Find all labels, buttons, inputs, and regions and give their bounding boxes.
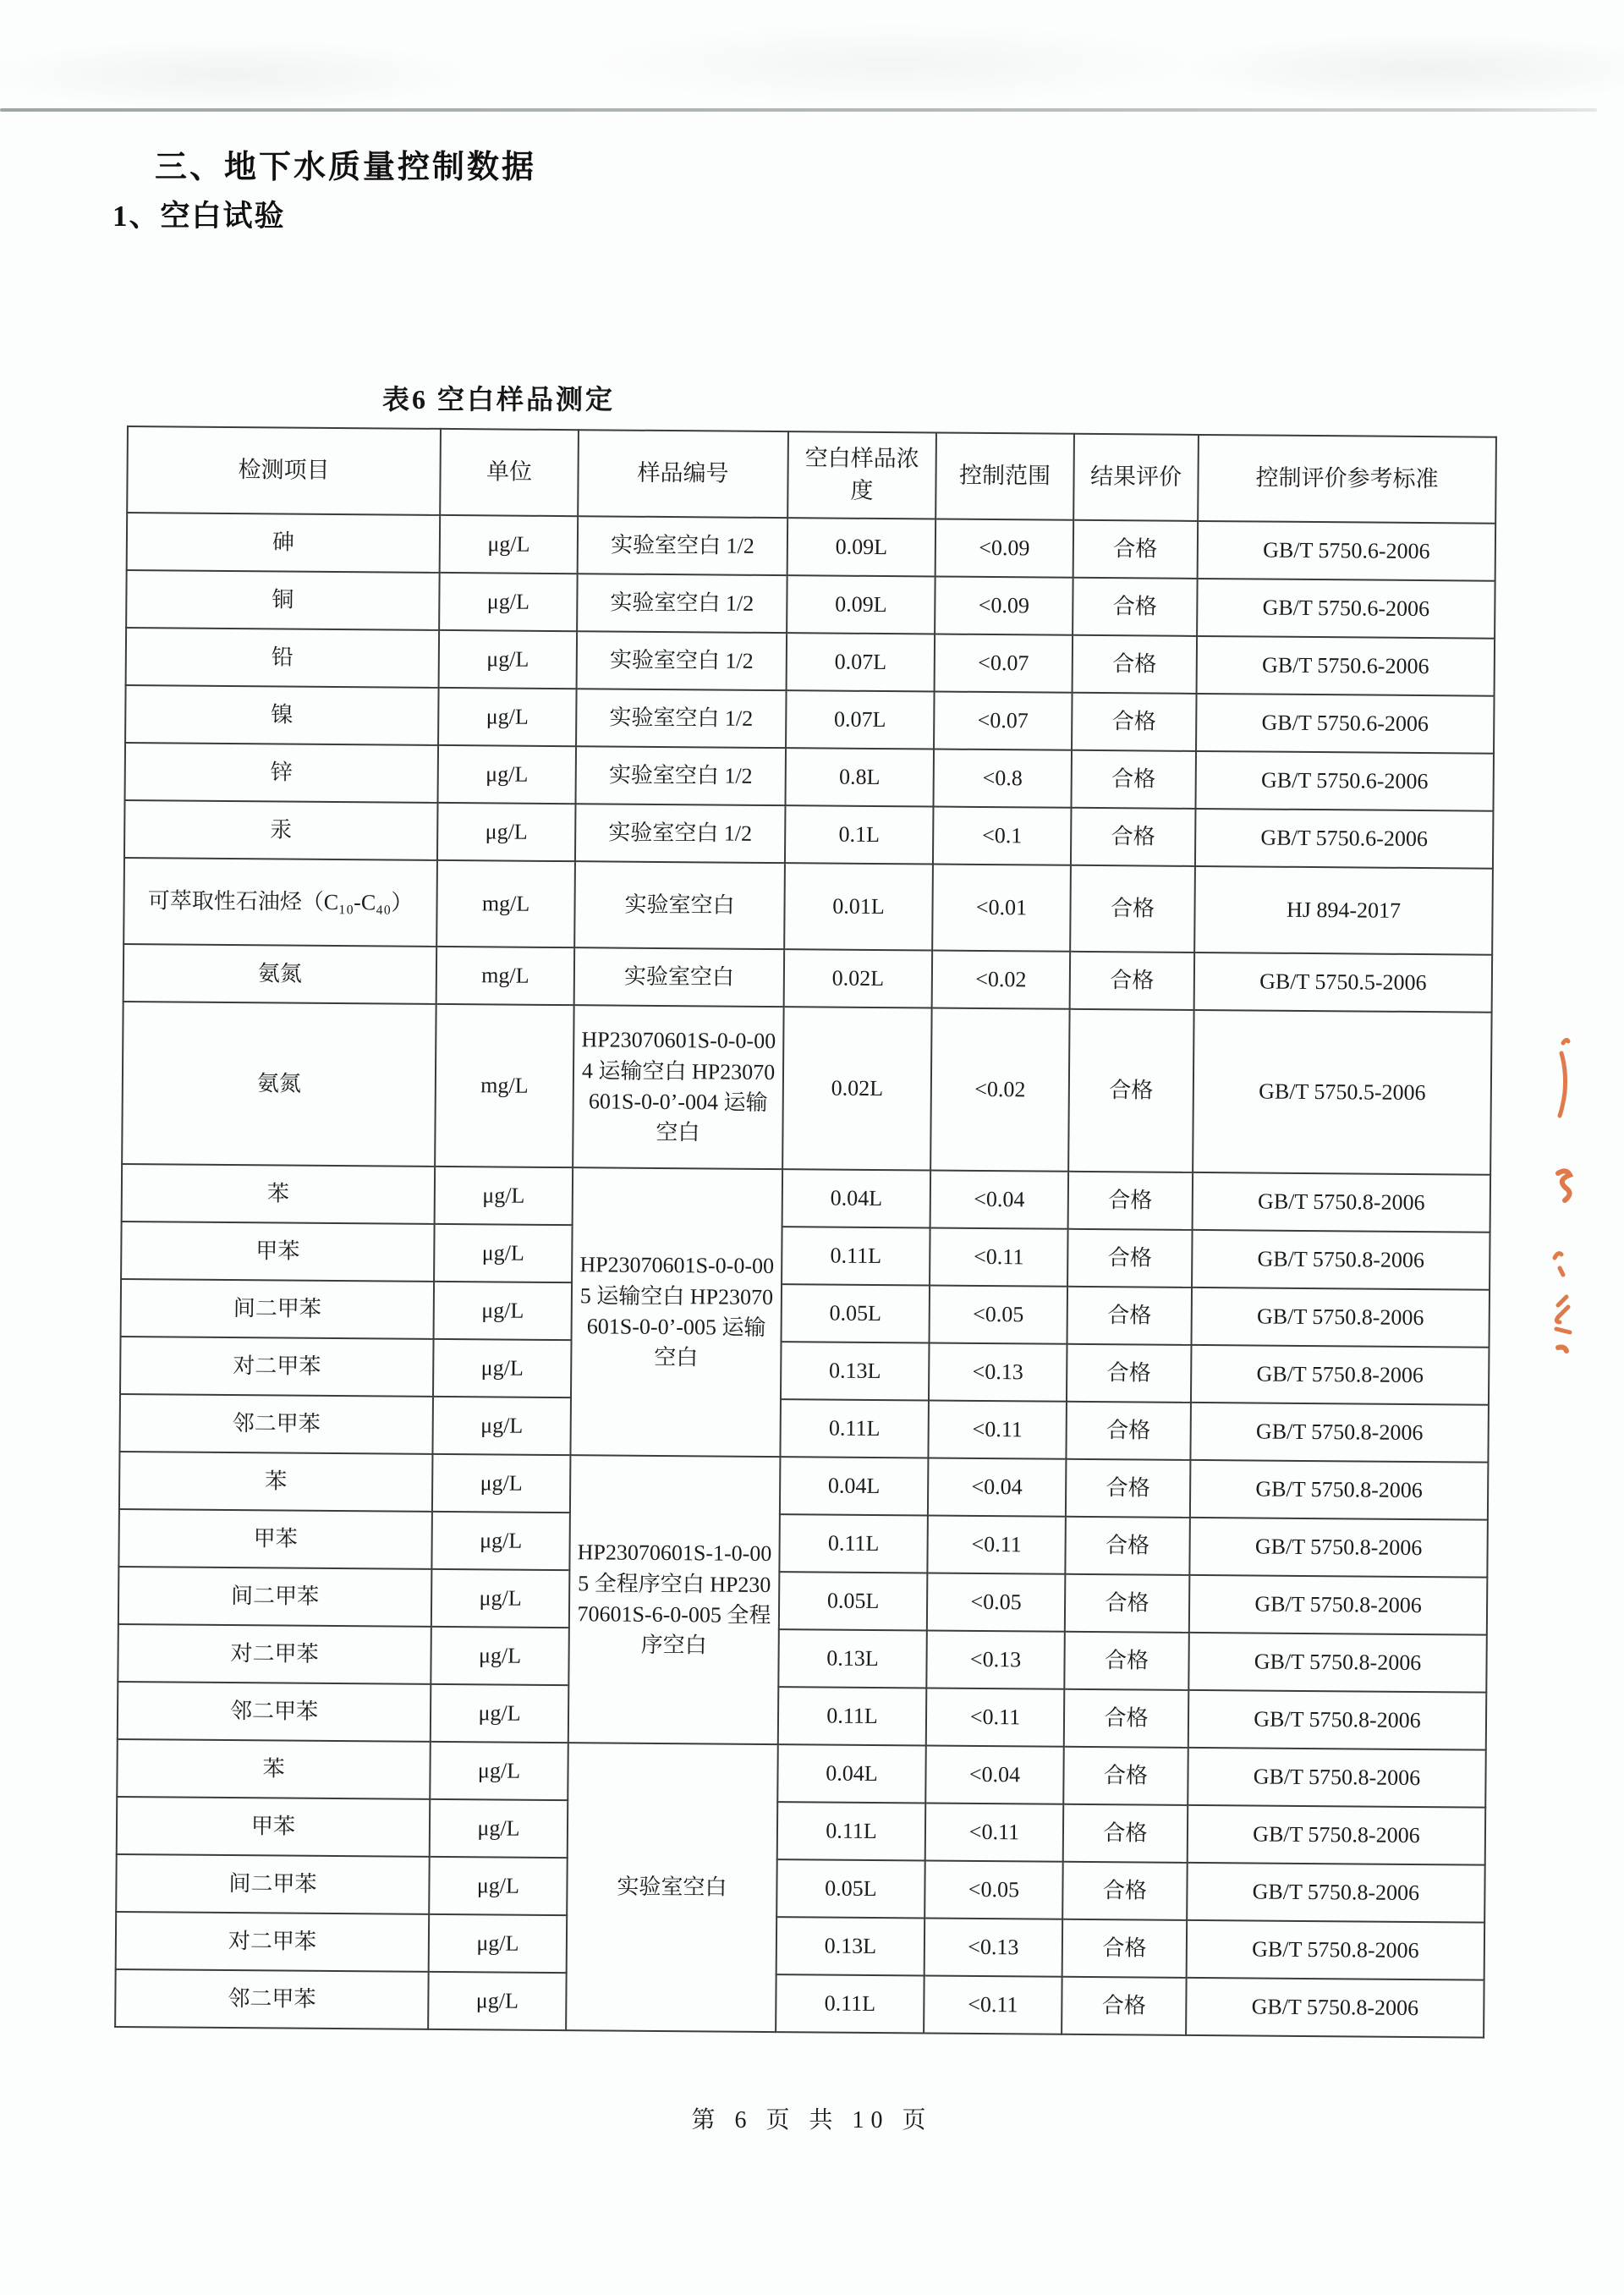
cell-test-item: 邻二甲苯 bbox=[115, 1969, 429, 2029]
cell-blank-concentration: 0.11L bbox=[780, 1399, 929, 1458]
cell-unit: μg/L bbox=[431, 1569, 570, 1628]
cell-blank-concentration: 0.11L bbox=[782, 1227, 930, 1285]
cell-result-evaluation: 合格 bbox=[1067, 1344, 1192, 1403]
cell-sample-id: 实验室空白 1/2 bbox=[578, 516, 788, 575]
col-header-unit: 单位 bbox=[440, 429, 579, 516]
cell-blank-concentration: 0.1L bbox=[785, 805, 934, 864]
cell-test-item: 汞 bbox=[124, 800, 438, 860]
top-horizontal-rule bbox=[0, 108, 1597, 112]
cell-unit: μg/L bbox=[431, 1627, 569, 1685]
cell-control-range: <0.01 bbox=[932, 865, 1071, 952]
cell-test-item: 可萃取性石油烃（C₁₀-C₄₀） bbox=[123, 858, 437, 947]
cell-blank-concentration: 0.02L bbox=[782, 1007, 932, 1170]
cell-test-item: 邻二甲苯 bbox=[119, 1394, 433, 1454]
cell-reference-standard: GB/T 5750.8-2006 bbox=[1187, 1920, 1485, 1980]
cell-blank-concentration: 0.09L bbox=[787, 518, 936, 576]
cell-test-item: 间二甲苯 bbox=[121, 1279, 435, 1339]
table-row bbox=[115, 1969, 1484, 2038]
cell-control-range: <0.05 bbox=[927, 1573, 1066, 1631]
cell-blank-concentration: 0.04L bbox=[777, 1744, 926, 1803]
table-row bbox=[121, 1279, 1490, 1348]
cell-reference-standard: GB/T 5750.6-2006 bbox=[1195, 809, 1494, 869]
table-row bbox=[123, 944, 1492, 1013]
cell-control-range: <0.07 bbox=[935, 634, 1073, 693]
cell-result-evaluation: 合格 bbox=[1068, 1009, 1194, 1172]
cell-blank-concentration: 0.11L bbox=[778, 1687, 927, 1745]
cell-result-evaluation: 合格 bbox=[1066, 1459, 1191, 1518]
col-header-control-range: 控制范围 bbox=[935, 433, 1074, 520]
table-row bbox=[116, 1912, 1484, 1980]
cell-blank-concentration: 0.13L bbox=[781, 1342, 930, 1400]
cell-blank-concentration: 0.05L bbox=[782, 1284, 930, 1342]
cell-control-range: <0.11 bbox=[925, 1803, 1064, 1861]
cell-control-range: <0.05 bbox=[924, 1860, 1063, 1919]
cell-control-range: <0.13 bbox=[926, 1630, 1065, 1688]
cell-result-evaluation: 合格 bbox=[1070, 865, 1195, 953]
cell-unit: mg/L bbox=[435, 1004, 574, 1167]
cell-blank-concentration: 0.05L bbox=[779, 1572, 928, 1630]
cell-control-range: <0.09 bbox=[935, 577, 1073, 635]
cell-reference-standard: GB/T 5750.8-2006 bbox=[1188, 1690, 1487, 1750]
cell-unit: μg/L bbox=[437, 803, 576, 861]
cell-result-evaluation: 合格 bbox=[1073, 578, 1198, 636]
table-row bbox=[121, 1222, 1490, 1290]
cell-control-range: <0.07 bbox=[934, 692, 1073, 750]
cell-test-item: 锌 bbox=[125, 743, 439, 803]
orange-ink-marks bbox=[1538, 1028, 1578, 1366]
blank-test-table-wrapper bbox=[114, 426, 1497, 2039]
cell-reference-standard: GB/T 5750.8-2006 bbox=[1189, 1518, 1488, 1578]
cell-sample-id: 实验室空白 1/2 bbox=[575, 804, 786, 863]
table-row bbox=[118, 1682, 1486, 1750]
cell-result-evaluation: 合格 bbox=[1072, 693, 1197, 751]
cell-unit: μg/L bbox=[435, 1167, 573, 1225]
cell-reference-standard: GB/T 5750.8-2006 bbox=[1188, 1805, 1486, 1865]
cell-control-range: <0.02 bbox=[932, 950, 1071, 1008]
table-row bbox=[118, 1624, 1486, 1693]
cell-result-evaluation: 合格 bbox=[1067, 1229, 1193, 1288]
col-header-item: 检测项目 bbox=[127, 426, 441, 515]
cell-control-range: <0.11 bbox=[926, 1688, 1065, 1746]
cell-control-range: <0.05 bbox=[930, 1285, 1068, 1343]
cell-unit: μg/L bbox=[431, 1512, 570, 1570]
cell-unit: μg/L bbox=[438, 745, 577, 804]
cell-result-evaluation: 合格 bbox=[1071, 808, 1196, 866]
table-row bbox=[116, 1854, 1484, 1923]
cell-reference-standard: GB/T 5750.6-2006 bbox=[1197, 579, 1495, 639]
cell-result-evaluation: 合格 bbox=[1068, 1172, 1193, 1230]
cell-reference-standard: GB/T 5750.8-2006 bbox=[1187, 1863, 1485, 1923]
cell-unit: μg/L bbox=[429, 1914, 568, 1973]
cell-result-evaluation: 合格 bbox=[1064, 1689, 1189, 1748]
cell-unit: μg/L bbox=[431, 1684, 569, 1743]
cell-test-item: 间二甲苯 bbox=[116, 1854, 430, 1914]
scan-haze-artifact bbox=[0, 0, 1624, 107]
cell-sample-id: HP23070601S-0-0-004 运输空白 HP23070601S-0-0’-004 运输空白 bbox=[573, 1005, 784, 1169]
cell-control-range: <0.13 bbox=[929, 1342, 1067, 1401]
cell-control-range: <0.11 bbox=[928, 1400, 1067, 1458]
cell-unit: μg/L bbox=[439, 573, 578, 631]
cell-blank-concentration: 0.02L bbox=[784, 949, 933, 1007]
cell-test-item: 氨氮 bbox=[122, 1002, 436, 1167]
cell-blank-concentration: 0.11L bbox=[777, 1802, 926, 1860]
cell-reference-standard: GB/T 5750.6-2006 bbox=[1196, 694, 1495, 754]
cell-control-range: <0.13 bbox=[924, 1918, 1063, 1976]
cell-result-evaluation: 合格 bbox=[1062, 1919, 1188, 1978]
cell-reference-standard: GB/T 5750.8-2006 bbox=[1193, 1172, 1491, 1233]
cell-reference-standard: GB/T 5750.8-2006 bbox=[1189, 1575, 1488, 1635]
table-row bbox=[117, 1797, 1485, 1865]
cell-unit: μg/L bbox=[434, 1282, 573, 1340]
cell-control-range: <0.1 bbox=[933, 807, 1072, 865]
cell-sample-id: 实验室空白 bbox=[574, 861, 785, 949]
cell-sample-id: HP23070601S-1-0-005 全程序空白 HP23070601S-6-0-005 全程序空白 bbox=[568, 1455, 781, 1744]
cell-unit: μg/L bbox=[434, 1224, 573, 1282]
table-row bbox=[119, 1452, 1488, 1520]
cell-test-item: 苯 bbox=[119, 1452, 433, 1512]
cell-result-evaluation: 合格 bbox=[1065, 1574, 1190, 1633]
cell-unit: mg/L bbox=[436, 947, 575, 1005]
cell-blank-concentration: 0.04L bbox=[782, 1169, 931, 1227]
cell-control-range: <0.04 bbox=[930, 1170, 1069, 1228]
table-row bbox=[125, 743, 1494, 811]
cell-blank-concentration: 0.11L bbox=[779, 1514, 928, 1573]
cell-control-range: <0.09 bbox=[935, 519, 1074, 578]
table-row bbox=[124, 800, 1493, 869]
table-header-row bbox=[127, 426, 1496, 524]
cell-sample-id: HP23070601S-0-0-005 运输空白 HP23070601S-0-0’-005 运输空白 bbox=[570, 1167, 782, 1457]
cell-reference-standard: GB/T 5750.8-2006 bbox=[1188, 1748, 1486, 1808]
cell-sample-id: 实验室空白 1/2 bbox=[577, 574, 787, 633]
blank-test-table bbox=[114, 426, 1497, 2039]
cell-sample-id: 实验室空白 1/2 bbox=[576, 746, 787, 805]
cell-test-item: 对二甲苯 bbox=[116, 1912, 430, 1972]
table-row bbox=[118, 1567, 1487, 1635]
cell-blank-concentration: 0.07L bbox=[786, 690, 935, 749]
cell-reference-standard: GB/T 5750.8-2006 bbox=[1192, 1288, 1490, 1348]
cell-blank-concentration: 0.13L bbox=[776, 1917, 925, 1975]
cell-test-item: 对二甲苯 bbox=[120, 1337, 434, 1397]
cell-result-evaluation: 合格 bbox=[1067, 1287, 1193, 1345]
cell-test-item: 铜 bbox=[126, 570, 440, 630]
col-header-blank-concentration: 空白样品浓度 bbox=[787, 431, 936, 519]
cell-unit: μg/L bbox=[429, 1857, 568, 1915]
cell-unit: μg/L bbox=[433, 1339, 572, 1397]
cell-reference-standard: GB/T 5750.5-2006 bbox=[1193, 1010, 1491, 1175]
table-row bbox=[123, 858, 1493, 955]
cell-reference-standard: GB/T 5750.8-2006 bbox=[1190, 1460, 1489, 1520]
col-header-reference-standard: 控制评价参考标准 bbox=[1198, 435, 1496, 524]
cell-blank-concentration: 0.01L bbox=[784, 863, 933, 950]
cell-reference-standard: GB/T 5750.8-2006 bbox=[1191, 1345, 1490, 1405]
table-row bbox=[126, 570, 1495, 639]
cell-control-range: <0.04 bbox=[928, 1458, 1067, 1516]
cell-reference-standard: GB/T 5750.8-2006 bbox=[1186, 1978, 1484, 2038]
cell-result-evaluation: 合格 bbox=[1063, 1804, 1188, 1863]
cell-control-range: <0.8 bbox=[933, 749, 1072, 808]
table-row bbox=[126, 628, 1495, 696]
cell-control-range: <0.11 bbox=[924, 1975, 1062, 2034]
cell-sample-id: 实验室空白 1/2 bbox=[576, 689, 787, 748]
cell-sample-id: 实验室空白 bbox=[574, 947, 785, 1007]
cell-sample-id: 实验室空白 bbox=[566, 1743, 778, 2032]
cell-reference-standard: GB/T 5750.8-2006 bbox=[1190, 1403, 1489, 1463]
cell-result-evaluation: 合格 bbox=[1065, 1517, 1190, 1575]
cell-unit: μg/L bbox=[430, 1742, 568, 1800]
cell-test-item: 镍 bbox=[125, 685, 439, 745]
cell-test-item: 对二甲苯 bbox=[118, 1624, 431, 1684]
cell-unit: μg/L bbox=[432, 1454, 571, 1513]
table-row bbox=[127, 513, 1495, 581]
cell-result-evaluation: 合格 bbox=[1066, 1402, 1191, 1460]
cell-result-evaluation: 合格 bbox=[1070, 952, 1195, 1010]
section-heading: 三、地下水质量控制数据 bbox=[155, 150, 537, 185]
cell-test-item: 甲苯 bbox=[121, 1222, 435, 1282]
cell-blank-concentration: 0.05L bbox=[776, 1859, 925, 1918]
cell-control-range: <0.02 bbox=[930, 1007, 1070, 1171]
cell-blank-concentration: 0.8L bbox=[785, 748, 934, 806]
table-row bbox=[118, 1509, 1487, 1578]
table-row bbox=[122, 1002, 1491, 1175]
cell-blank-concentration: 0.07L bbox=[787, 633, 935, 691]
table-caption: 表6 空白样品测定 bbox=[382, 384, 616, 415]
cell-blank-concentration: 0.13L bbox=[778, 1629, 927, 1688]
page-footer: 第 6 页 共 10 页 bbox=[691, 2107, 933, 2133]
table-row bbox=[119, 1394, 1488, 1463]
col-header-result-evaluation: 结果评价 bbox=[1073, 434, 1199, 521]
cell-reference-standard: GB/T 5750.8-2006 bbox=[1188, 1633, 1487, 1693]
cell-test-item: 苯 bbox=[122, 1164, 436, 1224]
table-row bbox=[117, 1739, 1485, 1808]
cell-unit: μg/L bbox=[439, 630, 578, 689]
cell-blank-concentration: 0.09L bbox=[787, 575, 935, 634]
cell-reference-standard: GB/T 5750.6-2006 bbox=[1195, 751, 1494, 811]
table-row bbox=[122, 1164, 1490, 1233]
cell-result-evaluation: 合格 bbox=[1062, 1977, 1187, 2035]
cell-test-item: 甲苯 bbox=[118, 1509, 432, 1569]
cell-test-item: 氨氮 bbox=[123, 944, 437, 1004]
table-row bbox=[120, 1337, 1489, 1405]
cell-test-item: 甲苯 bbox=[117, 1797, 431, 1857]
cell-test-item: 间二甲苯 bbox=[118, 1567, 432, 1627]
cell-test-item: 邻二甲苯 bbox=[118, 1682, 431, 1742]
cell-unit: μg/L bbox=[428, 1972, 567, 2030]
table-row bbox=[125, 685, 1494, 754]
cell-test-item: 苯 bbox=[117, 1739, 431, 1799]
cell-reference-standard: GB/T 5750.8-2006 bbox=[1192, 1230, 1490, 1290]
cell-reference-standard: GB/T 5750.5-2006 bbox=[1194, 953, 1493, 1013]
cell-unit: μg/L bbox=[430, 1799, 568, 1858]
cell-control-range: <0.04 bbox=[925, 1745, 1064, 1804]
subsection-heading: 1、空白试验 bbox=[112, 200, 286, 233]
cell-blank-concentration: 0.04L bbox=[780, 1457, 929, 1515]
cell-control-range: <0.11 bbox=[930, 1227, 1068, 1286]
cell-result-evaluation: 合格 bbox=[1064, 1632, 1189, 1690]
cell-unit: mg/L bbox=[436, 860, 575, 947]
cell-blank-concentration: 0.11L bbox=[776, 1974, 924, 2033]
col-header-sample-id: 样品编号 bbox=[578, 430, 788, 518]
cell-test-item: 铅 bbox=[126, 628, 440, 688]
cell-reference-standard: GB/T 5750.6-2006 bbox=[1198, 521, 1496, 581]
cell-unit: μg/L bbox=[438, 688, 577, 746]
cell-reference-standard: HJ 894-2017 bbox=[1194, 866, 1493, 955]
cell-sample-id: 实验室空白 1/2 bbox=[577, 631, 787, 690]
cell-result-evaluation: 合格 bbox=[1071, 750, 1196, 809]
cell-control-range: <0.11 bbox=[927, 1515, 1066, 1573]
cell-test-item: 砷 bbox=[127, 513, 441, 573]
cell-result-evaluation: 合格 bbox=[1063, 1747, 1188, 1805]
cell-unit: μg/L bbox=[440, 515, 579, 574]
cell-result-evaluation: 合格 bbox=[1073, 635, 1198, 694]
cell-result-evaluation: 合格 bbox=[1062, 1862, 1188, 1920]
cell-result-evaluation: 合格 bbox=[1073, 520, 1199, 579]
cell-reference-standard: GB/T 5750.6-2006 bbox=[1197, 636, 1495, 696]
cell-unit: μg/L bbox=[432, 1397, 571, 1455]
